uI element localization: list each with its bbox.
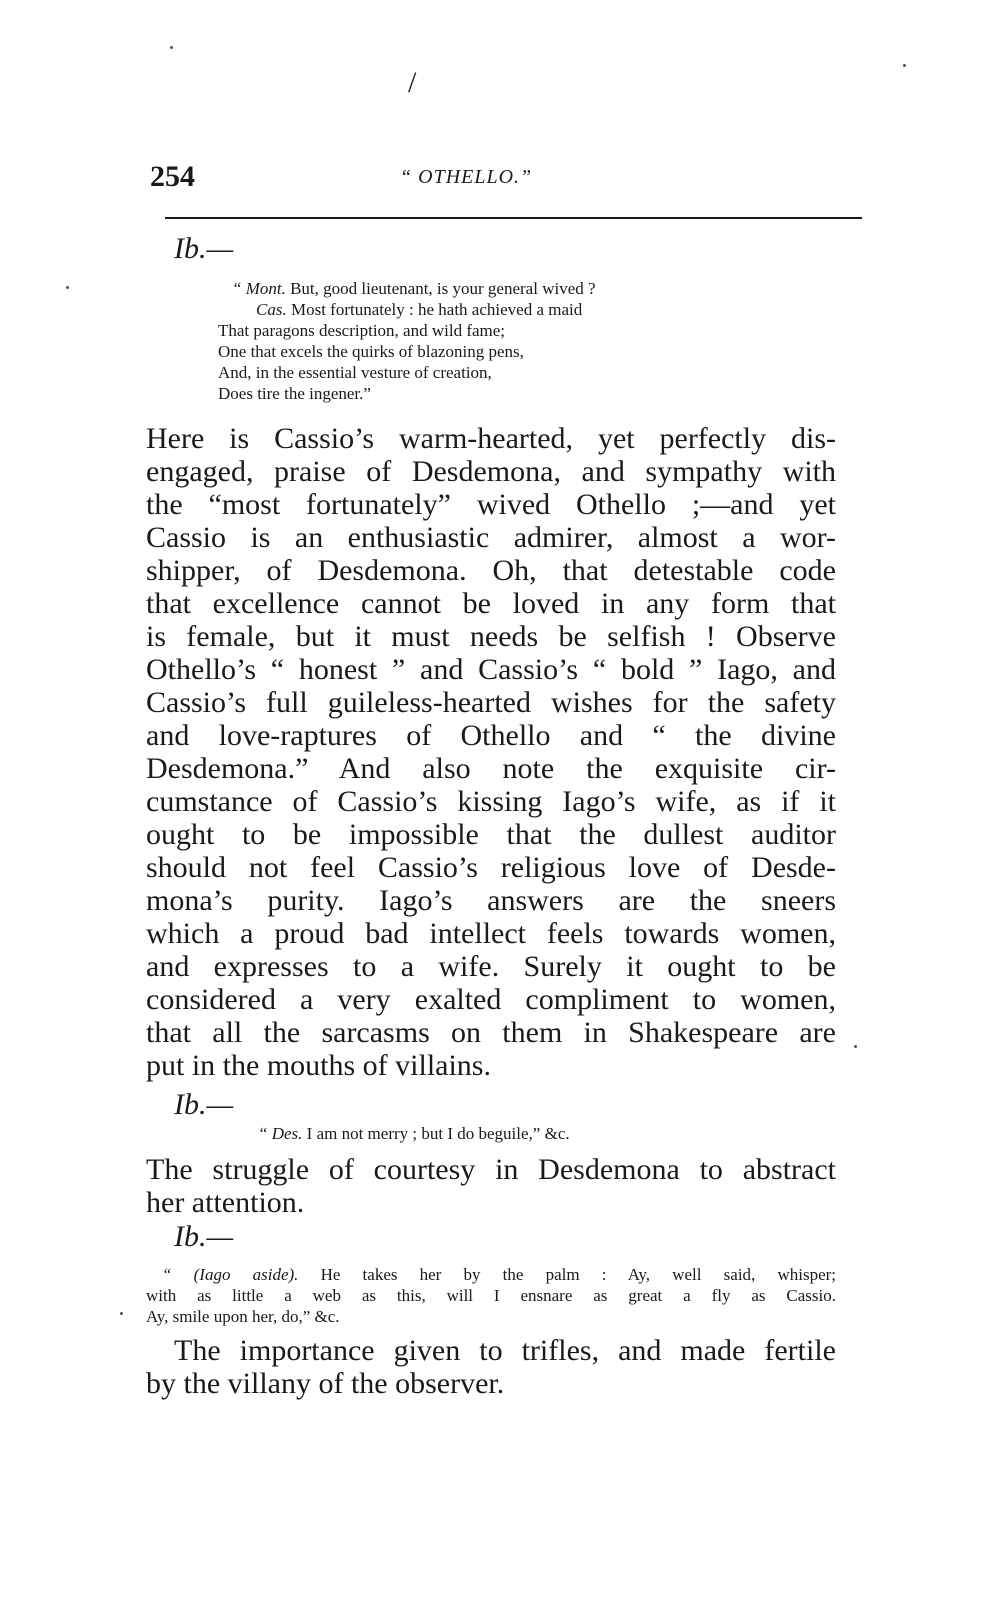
- page-number: 254: [150, 160, 195, 193]
- text-line: cumstance of Cassio’s kissing Iago’s wife, as if it: [146, 785, 836, 818]
- text-line: that all the sarcasms on them in Shakespeare are: [146, 1016, 836, 1049]
- marginal-mark: /: [408, 66, 417, 99]
- speaker: “ Mont.: [232, 279, 286, 298]
- verse-line: [218, 299, 596, 320]
- quote-text: I am not merry ; but I do beguile,” &c.: [302, 1124, 570, 1143]
- text-line: that excellence cannot be loved in any form that: [146, 587, 836, 620]
- verse-line: [218, 341, 596, 362]
- text-line: Ay, smile upon her, do,” &c.: [146, 1307, 340, 1326]
- speaker: Cas.: [256, 300, 287, 319]
- verse-text: Most fortunately : he hath achieved a maid: [286, 300, 583, 319]
- running-title: “ OTHELLO.”: [400, 166, 533, 188]
- scan-speck: [854, 1045, 857, 1048]
- commentary-paragraph: [146, 1334, 836, 1400]
- text-line: and love-raptures of Othello and “ the divine: [146, 719, 836, 752]
- verse-quotation: [218, 278, 596, 404]
- note-text: He takes her by the palm : Ay, well said, whisper;: [298, 1265, 836, 1284]
- text-line: her attention.: [146, 1186, 305, 1219]
- verse-text: And, in the essential vesture of creation,: [218, 363, 492, 382]
- text-line: [146, 1264, 836, 1285]
- page-header: [150, 160, 870, 200]
- text-line: by the villany of the observer.: [146, 1367, 505, 1400]
- section-label: Ib.—: [174, 1220, 234, 1253]
- text-line: shipper, of Desdemona. Oh, that detestable code: [146, 554, 836, 587]
- text-line: ought to be impossible that the dullest auditor: [146, 818, 836, 851]
- quotation-block: [146, 1264, 836, 1327]
- text-line: with as little a web as this, will I ensnare as great a fly as Cassio.: [146, 1286, 836, 1305]
- scan-speck: [903, 64, 906, 67]
- text-line: The struggle of courtesy in Desdemona to abstract: [146, 1153, 836, 1186]
- text-line: Cassio’s full guileless-hearted wishes for the safety: [146, 686, 836, 719]
- speaker: “ Des.: [258, 1124, 303, 1143]
- verse-text: But, good lieutenant, is your general wived ?: [285, 279, 596, 298]
- text-line: the “most fortunately” wived Othello ;—and yet: [146, 488, 836, 521]
- text-line: which a proud bad intellect feels towards women,: [146, 917, 836, 950]
- scan-speck: [170, 46, 173, 49]
- header-rule: [165, 217, 862, 219]
- commentary-paragraph: [146, 1153, 836, 1219]
- verse-text: That paragons description, and wild fame;: [218, 321, 506, 340]
- text-line: considered a very exalted compliment to women,: [146, 983, 836, 1016]
- text-line: put in the mouths of villains.: [146, 1049, 491, 1082]
- text-line: Othello’s “ honest ” and Cassio’s “ bold ” Iago, and: [146, 653, 836, 686]
- verse-line: [218, 362, 596, 383]
- text-line: Here is Cassio’s warm-hearted, yet perfectly dis-: [146, 422, 836, 455]
- text-line: The importance given to trifles, and made fertile: [174, 1334, 836, 1367]
- speaker: “ (Iago aside).: [162, 1265, 299, 1284]
- text-line: engaged, praise of Desdemona, and sympathy with: [146, 455, 836, 488]
- scan-speck: [120, 1312, 123, 1315]
- text-line: Cassio is an enthusiastic admirer, almost a wor-: [146, 521, 836, 554]
- commentary-paragraph: [146, 422, 836, 1082]
- section-label: Ib.—: [174, 232, 234, 265]
- text-line: is female, but it must needs be selfish ! Observe: [146, 620, 836, 653]
- verse-line: [218, 383, 596, 404]
- text-line: should not feel Cassio’s religious love of Desde-: [146, 851, 836, 884]
- text-line: Desdemona.” And also note the exquisite cir-: [146, 752, 836, 785]
- text-line: and expresses to a wife. Surely it ought to be: [146, 950, 836, 983]
- scan-speck: [66, 286, 69, 289]
- verse-text: Does tire the ingener.”: [218, 384, 371, 403]
- verse-line: [218, 278, 596, 299]
- section-label: Ib.—: [174, 1088, 234, 1121]
- quotation-line: [258, 1123, 570, 1144]
- verse-line: [218, 320, 596, 341]
- verse-text: One that excels the quirks of blazoning pens,: [218, 342, 524, 361]
- text-line: mona’s purity. Iago’s answers are the sneers: [146, 884, 836, 917]
